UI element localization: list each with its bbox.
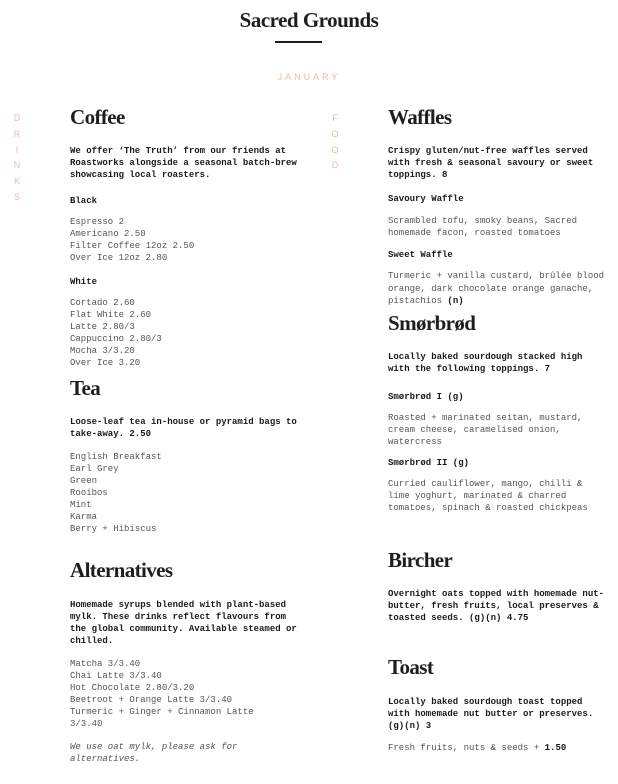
smorrebrod-two-desc: Curried cauliflower, mango, chilli & lime yoghurt, marinated & charred tomatoes, spinach & roasted chickpeas [388,478,588,514]
sweet-waffle-desc-block [388,270,606,307]
month-label: JANUARY [277,72,341,82]
side-letter: O [331,128,339,139]
menu-item: Mocha 3/3.20 [70,346,135,356]
menu-item: Hot Chocolate 2.80/3.20 [70,683,195,693]
sweet-waffle-name: Sweet Waffle [388,250,453,261]
savoury-waffle-desc: Scrambled tofu, smoky beans, Sacred homemade facon, roasted tomatoes [388,216,578,239]
toast-extra [388,742,606,754]
alternatives-intro: Homemade syrups blended with plant-based mylk. These drinks reflect flavours from the global community. Available steamed or chilled. [70,600,297,646]
menu-item: 3/3.40 [70,719,103,729]
menu-item: Over Ice 12oz 2.80 [70,253,168,263]
coffee-white-list [70,297,302,369]
menu-item: Latte 2.80/3 [70,322,135,332]
waffles-intro: Crispy gluten/nut-free waffles served with fresh & seasonal savoury or sweet toppings. 8 [388,146,594,180]
bircher-title: Bircher [388,548,453,572]
coffee-white-heading: White [70,277,98,287]
side-letter: N [13,160,21,171]
smorrebrod-one-name: Smørbrød I (g) [388,392,464,402]
savoury-waffle-name: Savoury Waffle [388,194,464,204]
tea-list [70,451,302,535]
bircher-intro: Overnight oats topped with homemade nut-butter, fresh fruits, local preserves & toasted seeds. (g)(n) 4.75 [388,589,605,623]
smorrebrod-title: Smørbrød [388,311,476,335]
alternatives-section [70,558,302,765]
menu-item: Filter Coffee 12oz 2.50 [70,241,195,251]
menu-item: Americano 2.50 [70,229,146,239]
side-letter: R [13,128,21,139]
alternatives-list [70,658,302,730]
side-letter: D [331,160,339,171]
toast-extra-price: 1.50 [544,743,567,753]
side-letter: F [332,113,338,123]
smorrebrod-section [388,311,606,514]
menu-item: Mint [70,500,92,510]
brand-title: Sacred Grounds [239,8,379,32]
waffles-section [388,105,606,307]
smorrebrod-two-name: Smørbrød II (g) [388,457,470,468]
side-letter: D [13,113,21,123]
smorrebrod-intro: Locally baked sourdough stacked high with the following toppings. 7 [388,352,583,374]
toast-extra-label: Fresh fruits, nuts & seeds + [388,743,540,753]
coffee-black-heading: Black [70,196,98,206]
side-letter: K [13,176,20,187]
tea-section [70,376,302,535]
menu-item: Rooibos [70,488,108,498]
drinks-side-label [12,111,22,206]
menu-item: Beetroot + Orange Latte 3/3.40 [70,695,233,705]
waffles-title: Waffles [388,105,452,129]
toast-intro: Locally baked sourdough toast topped with homemade nut butter or preserves. (g)(n) 3 [388,697,594,731]
menu-item: English Breakfast [70,452,162,462]
nut-tag: (n) [447,295,464,306]
side-letter: O [331,144,339,155]
side-letter: S [13,191,20,202]
alternatives-title: Alternatives [70,558,173,582]
toast-title: Toast [388,655,434,679]
sweet-waffle-desc: Turmeric + vanilla custard, brûlée blood orange, dark chocolate orange ganache, pistachios [388,271,605,306]
coffee-intro: We offer ‘The Truth’ from our friends at Roastworks alongside a seasonal batch-brew showcasing local roasters. [70,146,297,180]
menu-item: Flat White 2.60 [70,310,152,320]
coffee-black-list [70,216,302,264]
smorrebrod-one-desc: Roasted + marinated seitan, mustard, cream cheese, caramelised onion, watercress [388,413,583,448]
toast-section [388,655,606,754]
oat-mylk-note: We use oat mylk, please ask for alternatives. [70,742,238,764]
menu-item: Earl Grey [70,464,119,474]
menu-item: Berry + Hibiscus [70,524,157,534]
menu-item: Green [70,476,98,486]
menu-item: Cortado 2.60 [70,298,135,308]
food-side-label [330,111,340,174]
bircher-section [388,548,606,624]
coffee-title: Coffee [70,105,125,129]
menu-item: Over Ice 3.20 [70,358,141,368]
coffee-section [70,105,302,369]
menu-item: Espresso 2 [70,217,125,227]
title-underline [275,41,322,43]
menu-item: Turmeric + Ginger + Cinnamon Latte [70,707,254,717]
menu-item: Cappuccino 2.80/3 [70,334,162,344]
menu-item: Karma [70,512,98,522]
menu-item: Chai Latte 3/3.40 [70,671,162,681]
tea-title: Tea [70,376,101,400]
menu-item: Matcha 3/3.40 [70,659,141,669]
tea-intro: Loose-leaf tea in-house or pyramid bags to take-away. 2.50 [70,417,297,439]
side-letter: I [15,144,19,155]
